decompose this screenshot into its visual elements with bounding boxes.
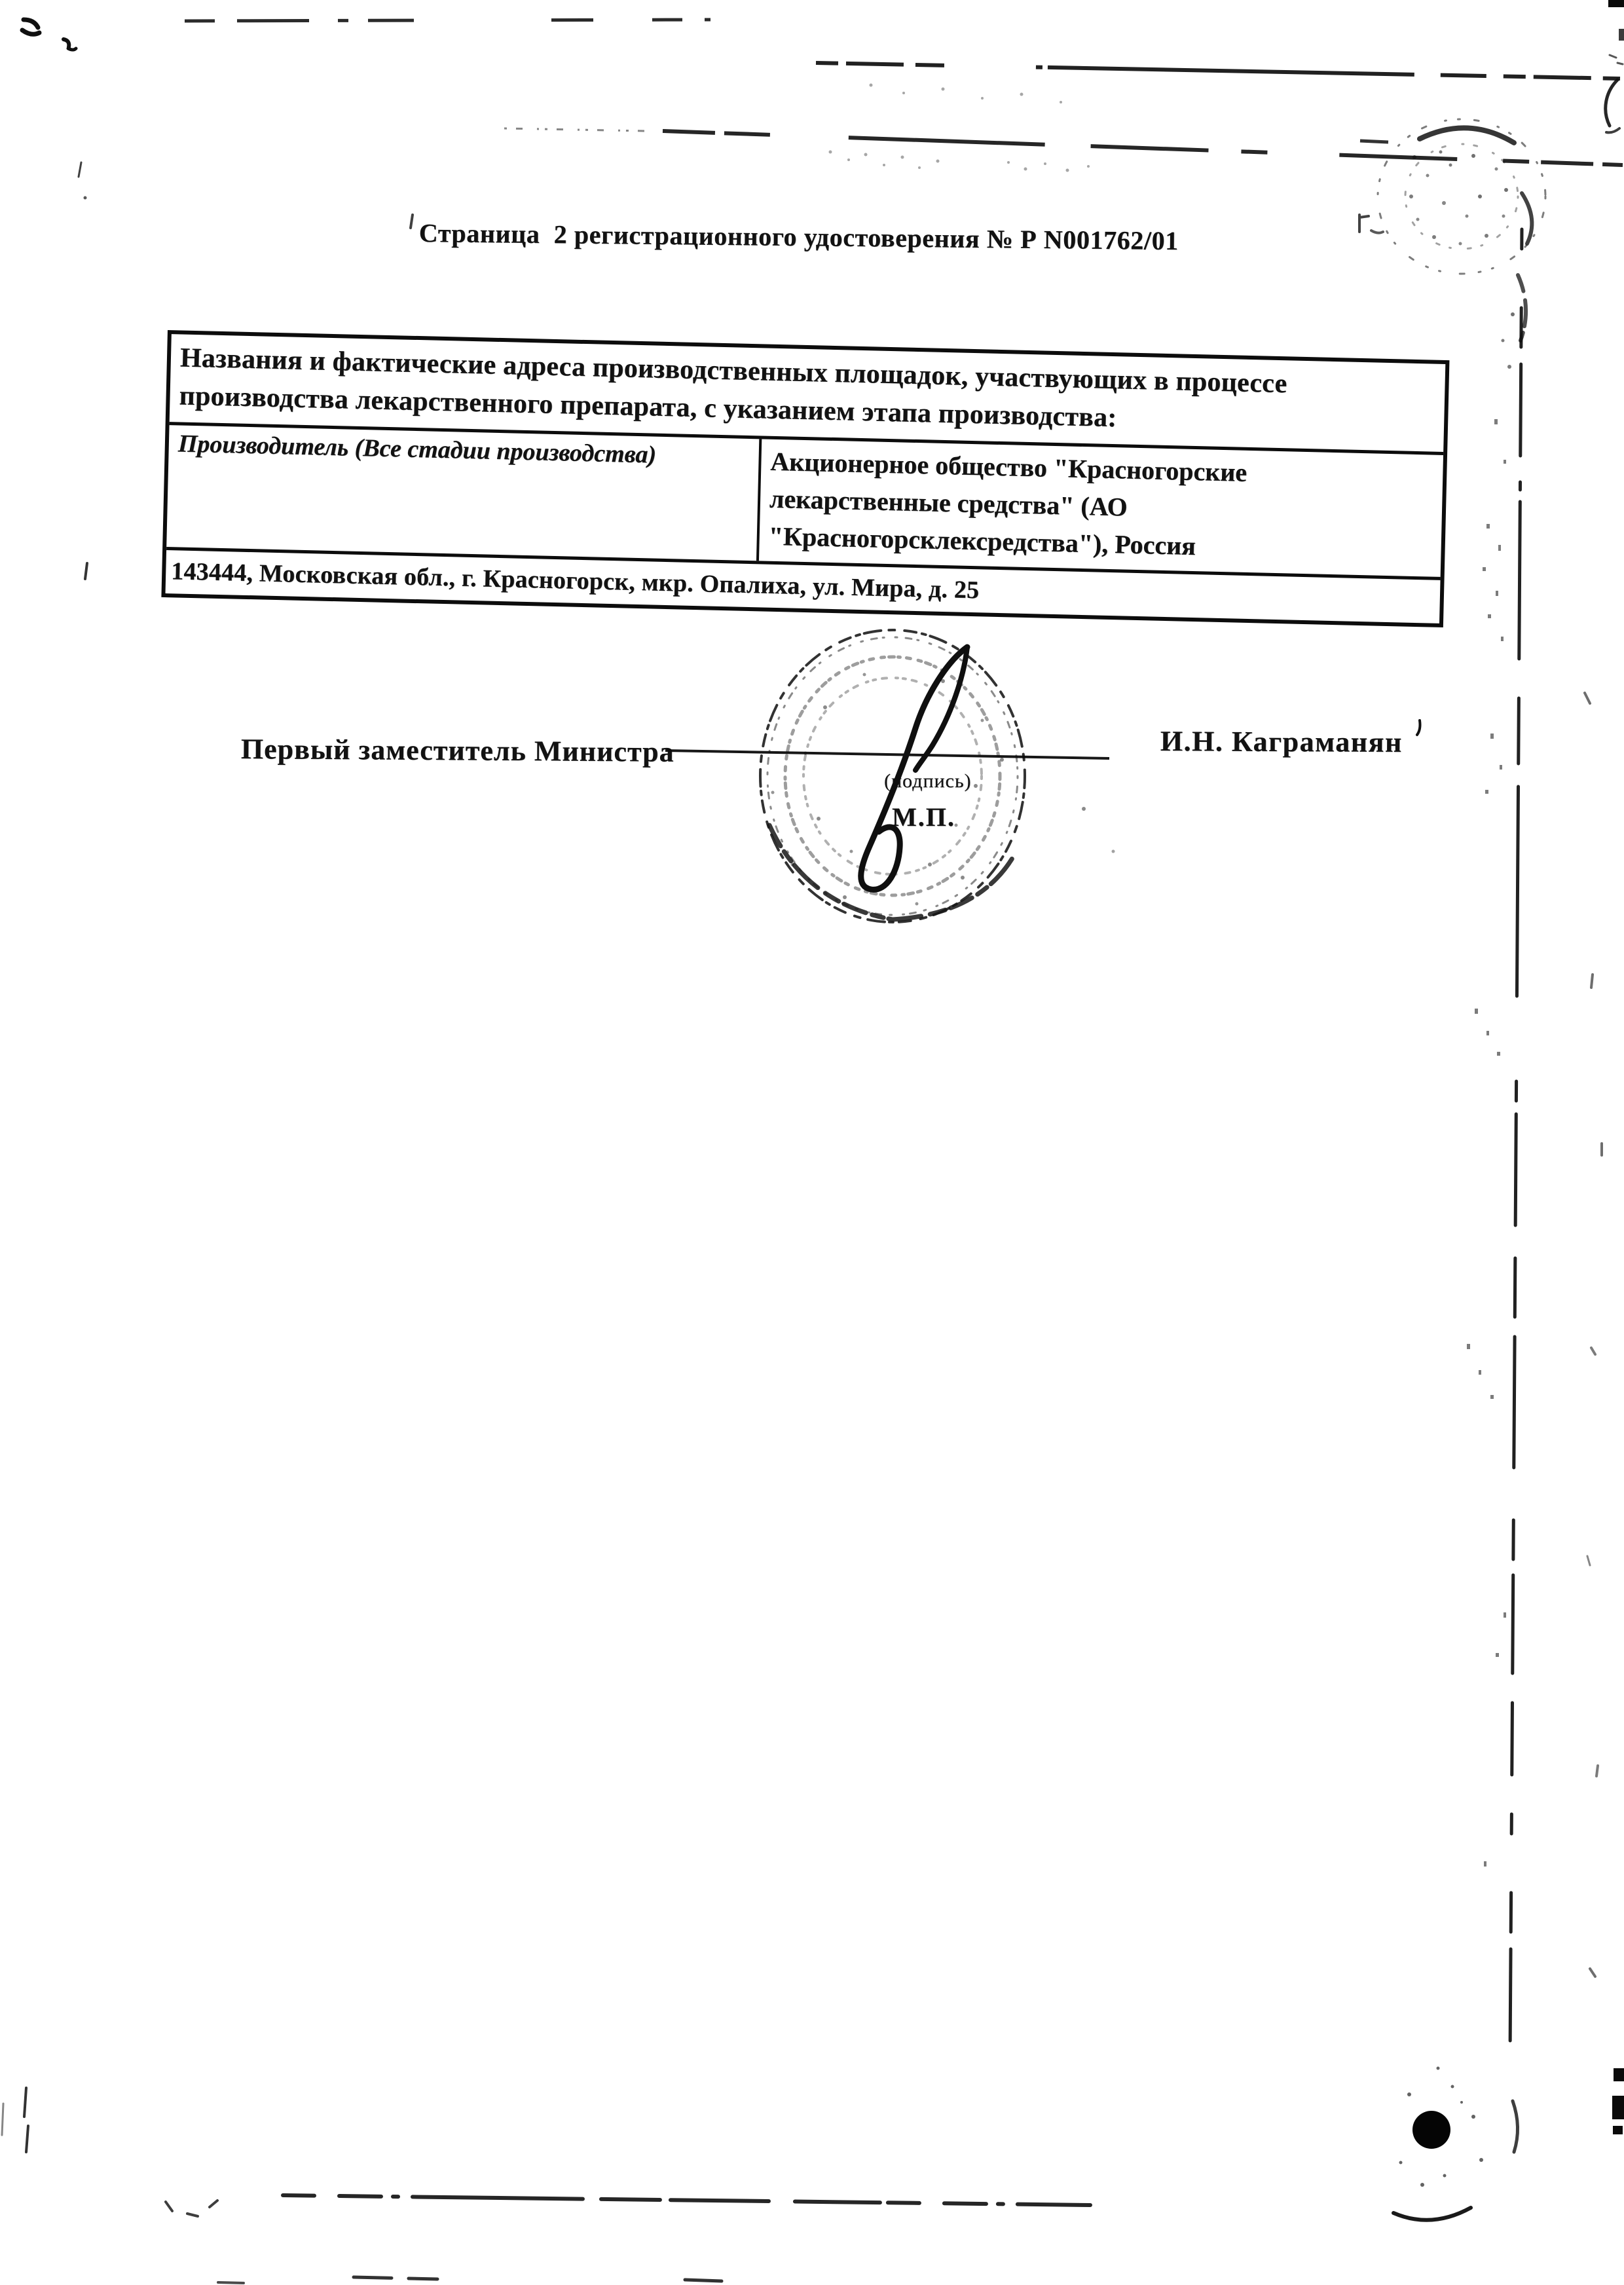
right-margin-speckles [1467,419,1506,1867]
scan-speck-after-name [1417,720,1420,735]
scan-speck [84,196,87,200]
scan-noise-bottom [2,2088,1518,2283]
signature-caption: (подпись) [884,770,972,792]
table-header-cell: Названия и фактические адреса производственных площадок, участвующих в процессе производства лекарственного препарата, с указанием этапа производства: [170,334,1446,455]
scan-noise-top-lines [185,20,1623,165]
seal-placeholder-label: М.П. [892,802,955,832]
scan-haze-top-middle [829,84,1090,172]
faint-stamp-speckles [1409,151,1515,369]
faint-stamp-imprint [1359,119,1545,341]
signature-line [665,751,1109,758]
production-sites-table [161,330,1449,627]
producer-role-cell: Производитель (Все стадии производства) [166,425,762,561]
page-title: Страница 2 регистрационного удостоверения № Р N001762/01 [418,217,1179,256]
signature-stroke [861,647,967,889]
scan-noise-right-edge [1510,55,1623,2056]
signatory-name: И.Н. Каграманян [1160,725,1403,758]
producer-name-cell: Акционерное общество "Красногорские лекарственные средства" (АО "Красногорсклексредства"), Россия [768,446,1247,561]
signatory-title: Первый заместитель Министра [240,733,674,768]
ink-blot-speckles [1399,2067,1484,2187]
ink-blot-dot [1412,2111,1450,2149]
producer-address-cell: 143444, Московская обл., г. Красногорск, мкр. Опалиха, ул. Мира, д. 25 [170,557,980,604]
right-edge-bars [1608,0,1624,2134]
